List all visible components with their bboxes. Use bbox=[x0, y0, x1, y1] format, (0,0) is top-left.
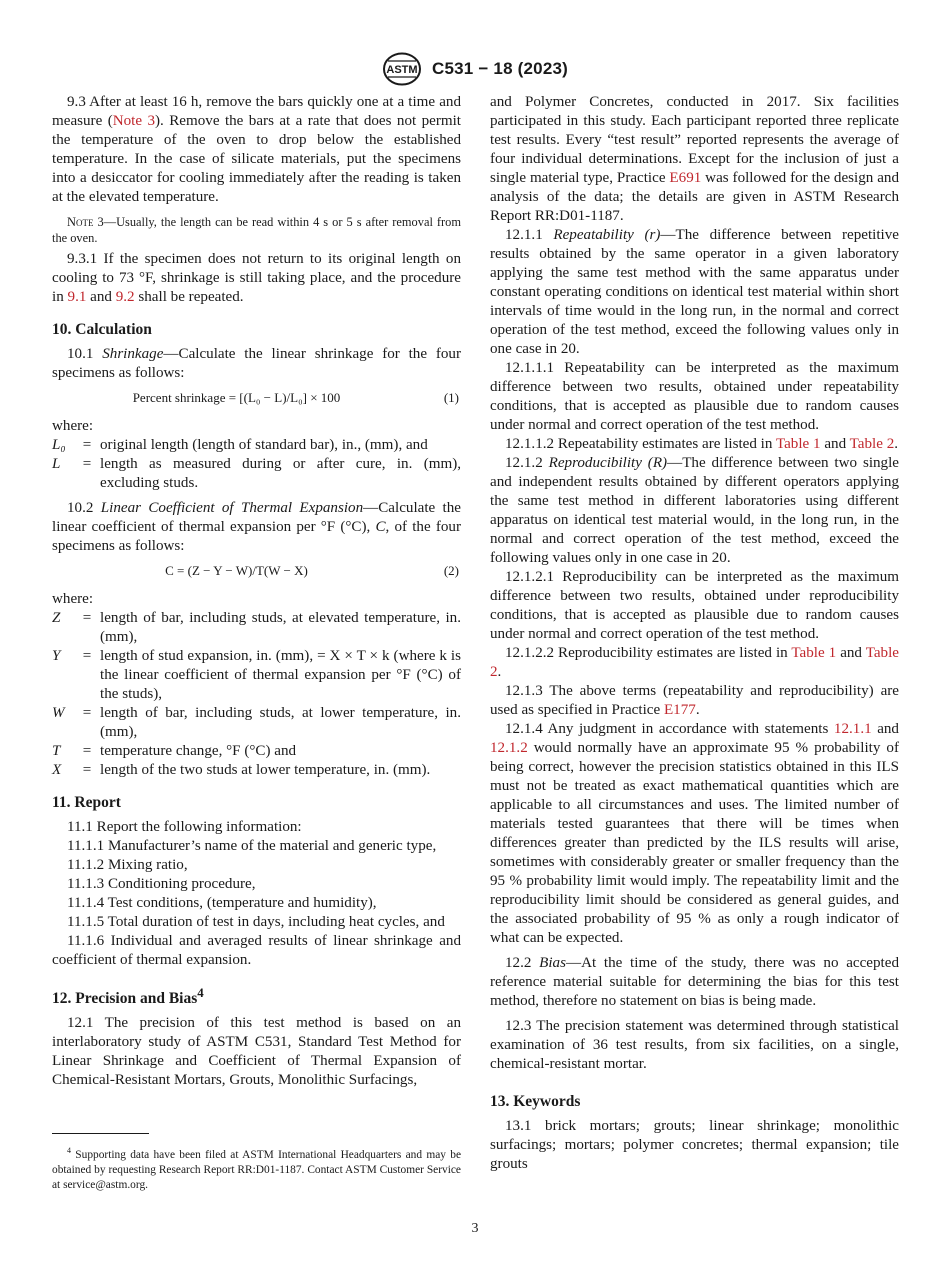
report-item: 11.1.1 Manufacturer’s name of the material and generic type, bbox=[67, 838, 437, 854]
report-item: 11.1.2 Mixing ratio, bbox=[67, 857, 188, 873]
paragraph-9-3: 9.3 After at least 16 h, remove the bars quickly one at a time and measure (Note 3). Remove the bars at a rate that does not permit the temperature of the oven to drop below the established temperature. In the case of silicate materials, put the specimens into a desiccator for cooling immediately after the reading is taken at the elevated temperature. bbox=[52, 94, 461, 205]
report-item: 11.1.4 Test conditions, (temperature and humidity), bbox=[67, 895, 377, 911]
variable-row: Z = length of bar, including studs, at elevated temperature, in. (mm), bbox=[52, 610, 461, 645]
equation-1-expression: Percent shrinkage = [(L₀ − L)/L₀] × 100 bbox=[132, 390, 341, 405]
section-12-1-1-link[interactable]: 12.1.1 bbox=[833, 721, 872, 737]
section-9-1-link[interactable]: 9.1 bbox=[67, 289, 87, 305]
report-item: 11.1 Report the following information: bbox=[67, 819, 302, 835]
variable-row: W = length of bar, including studs, at lower temperature, in. (mm), bbox=[52, 705, 461, 740]
paragraph-12-1-continued: and Polymer Concretes, conducted in 2017. Six facilities participated in this study. Each participant reported three replicate test results. Every “test result” reported represents the average of four individual determinations. Except for the inclusion of just a single material type, Practice E691 was followed for the design and analysis of the data; the details are given in ASTM Research Report RR:D01-1187. bbox=[490, 94, 899, 224]
e691-link[interactable]: E691 bbox=[669, 170, 702, 186]
document-designation: C531 − 18 (2023) bbox=[432, 59, 568, 78]
footnote-4: $^4$ Supporting data have been filed at ASTM International Headquarters and may be obtained by requesting Research Report RR:D01-1187. Contact ASTM Customer Service at service@astm.org. bbox=[52, 1146, 461, 1191]
heading-report: 11. Report bbox=[52, 794, 121, 811]
paragraph-12-1: 12.1 The precision of this test method is based on an interlaboratory study of ASTM C531, Standard Test Method for Linear Shrinkage and Coefficient of Thermal Expansion of Chemical-Resistant Mortars, Grouts, Monolithic Surfacings, bbox=[52, 1015, 461, 1089]
paragraph-12-1-4: 12.1.4 Any judgment in accordance with statements 12.1.1 and 12.1.2 would normally have an approximate 95 % probability of being correct, however the precision statistics obtained in this ILS must not be treated as exact mathematical quantities which are applicable to all circumstances and uses. The limited number of materials tested guarantees that there will be times when differences greater than predicted by the ILS results will arise, sometimes with considerably greater or smaller frequency than the 95 % probability limit would imply. The repeatability limit and the reproducibility limit should be considered as general guides, and the associated probability of 95 % as only a rough indicator of what can be expected. bbox=[490, 721, 899, 946]
paragraph-10-2: 10.2 Linear Coefficient of Thermal Expansion—Calculate the linear coefficient of thermal expansion per °F (°C), C, of the four specimens as follows: bbox=[52, 500, 461, 554]
paragraph-12-1-1: 12.1.1 Repeatability (r)—The difference between repetitive results obtained by the same operator in a given laboratory applying the same test method with the same apparatus under constant operating conditions on identical test material within short intervals of time would in the long run, in the normal and correct operation of the test method, exceed the following values only in one case in 20. bbox=[490, 227, 899, 357]
paragraph-12-1-2: 12.1.2 Reproducibility (R)—The difference between two single and independent results obtained by different operators applying the same test method in different laboratories using different apparatus on identical test material would, in the long run, in the normal and correct operation of the test method, exceed the following values only in one case in 20. bbox=[490, 455, 899, 566]
heading-keywords: 13. Keywords bbox=[490, 1093, 581, 1110]
paragraph-10-1: 10.1 Shrinkage—Calculate the linear shrinkage for the four specimens as follows: bbox=[52, 346, 461, 381]
e177-link[interactable]: E177 bbox=[663, 702, 696, 718]
table-1-link[interactable]: Table 1 bbox=[775, 436, 821, 452]
table-2-link[interactable]: Table 2 bbox=[849, 436, 895, 452]
page-number: 3 bbox=[471, 1221, 479, 1236]
table-2-link[interactable]: Table 2 bbox=[490, 645, 899, 680]
right-column bbox=[490, 93, 899, 1174]
heading-calculation: 10. Calculation bbox=[52, 321, 152, 338]
paragraph-13-1: 13.1 brick mortars; grouts; linear shrinkage; monolithic surfacings; mortars; polymer concretes; thermal expansion; tile grouts bbox=[490, 1118, 899, 1172]
footnote-4-marker[interactable]: 4 bbox=[197, 985, 204, 1000]
astm-logo-icon bbox=[382, 52, 422, 86]
variable-list-1 bbox=[52, 436, 461, 493]
left-column bbox=[52, 93, 461, 1090]
equation-2 bbox=[52, 558, 461, 584]
report-item: 11.1.6 Individual and averaged results of linear shrinkage and coefficient of thermal expansion. bbox=[52, 933, 461, 968]
variable-row: T = temperature change, °F (°C) and bbox=[52, 743, 297, 759]
equation-2-number: (2) bbox=[443, 563, 459, 578]
where-label: where: bbox=[52, 591, 94, 607]
footnote-rule bbox=[52, 1133, 149, 1134]
variable-row: X = length of the two studs at lower temperature, in. (mm). bbox=[52, 762, 431, 778]
page-header bbox=[0, 52, 950, 86]
paragraph-12-1-2-1: 12.1.2.1 Reproducibility can be interpreted as the maximum difference between two results, obtained under reproducibility conditions, that is accepted as plausible due to random causes under normal and correct operation of the test method. bbox=[490, 569, 899, 642]
report-item: 11.1.3 Conditioning procedure, bbox=[67, 876, 256, 892]
note-3-link[interactable]: Note 3 bbox=[112, 113, 156, 129]
paragraph-12-1-3: 12.1.3 The above terms (repeatability and reproducibility) are used as specified in Practice E177. bbox=[490, 683, 899, 718]
variable-list-2 bbox=[52, 609, 461, 780]
paragraph-12-2: 12.2 Bias—At the time of the study, there was no accepted reference material suitable for determining the bias for this test method, therefore no statement on bias is being made. bbox=[490, 955, 899, 1009]
variable-row: L = length as measured during or after cure, in. (mm), excluding studs. bbox=[52, 456, 461, 491]
section-9-2-link[interactable]: 9.2 bbox=[115, 289, 135, 305]
paragraph-12-1-1-1: 12.1.1.1 Repeatability can be interpreted as the maximum difference between two results, obtained under repeatability conditions, that is accepted as plausible due to random causes under normal and correct operation of the test method. bbox=[490, 360, 899, 433]
note-3: Note 3—Usually, the length can be read within 4 s or 5 s after removal from the oven. bbox=[52, 215, 461, 245]
paragraph-12-1-2-2: 12.1.2.2 Reproducibility estimates are listed in Table 1 and Table 2. bbox=[490, 645, 899, 680]
equation-1 bbox=[52, 385, 461, 411]
report-item: 11.1.5 Total duration of test in days, including heat cycles, and bbox=[67, 914, 445, 930]
paragraph-12-3: 12.3 The precision statement was determined through statistical examination of 36 test results, from six facilities, on a single, chemical-resistant mortar. bbox=[490, 1018, 899, 1072]
section-12-1-2-link[interactable]: 12.1.2 bbox=[490, 740, 528, 756]
table-1-link[interactable]: Table 1 bbox=[791, 645, 837, 661]
variable-row: L₀ = original length (length of standard bar), in., (mm), and bbox=[52, 437, 428, 453]
heading-precision-and-bias: 12. Precision and Bias$^4$ bbox=[52, 985, 204, 1008]
variable-row: Y = length of stud expansion, in. (mm), = X × T × k (where k is the linear coefficient of thermal expansion per °F (°C) of the studs), bbox=[52, 648, 461, 702]
paragraph-9-3-1: 9.3.1 If the specimen does not return to its original length on cooling to 73 °F, shrinkage is still taking place, and the procedure in 9.1 and 9.2 shall be repeated. bbox=[52, 251, 461, 305]
svg-text:ASTM: ASTM bbox=[386, 64, 418, 76]
equation-1-number: (1) bbox=[443, 390, 459, 405]
paragraph-12-1-1-2: 12.1.1.2 Repeatability estimates are listed in Table 1 and Table 2. bbox=[505, 436, 899, 452]
equation-2-expression: C = (Z − Y − W)/T(W − X) bbox=[165, 563, 308, 578]
where-label: where: bbox=[52, 418, 94, 434]
